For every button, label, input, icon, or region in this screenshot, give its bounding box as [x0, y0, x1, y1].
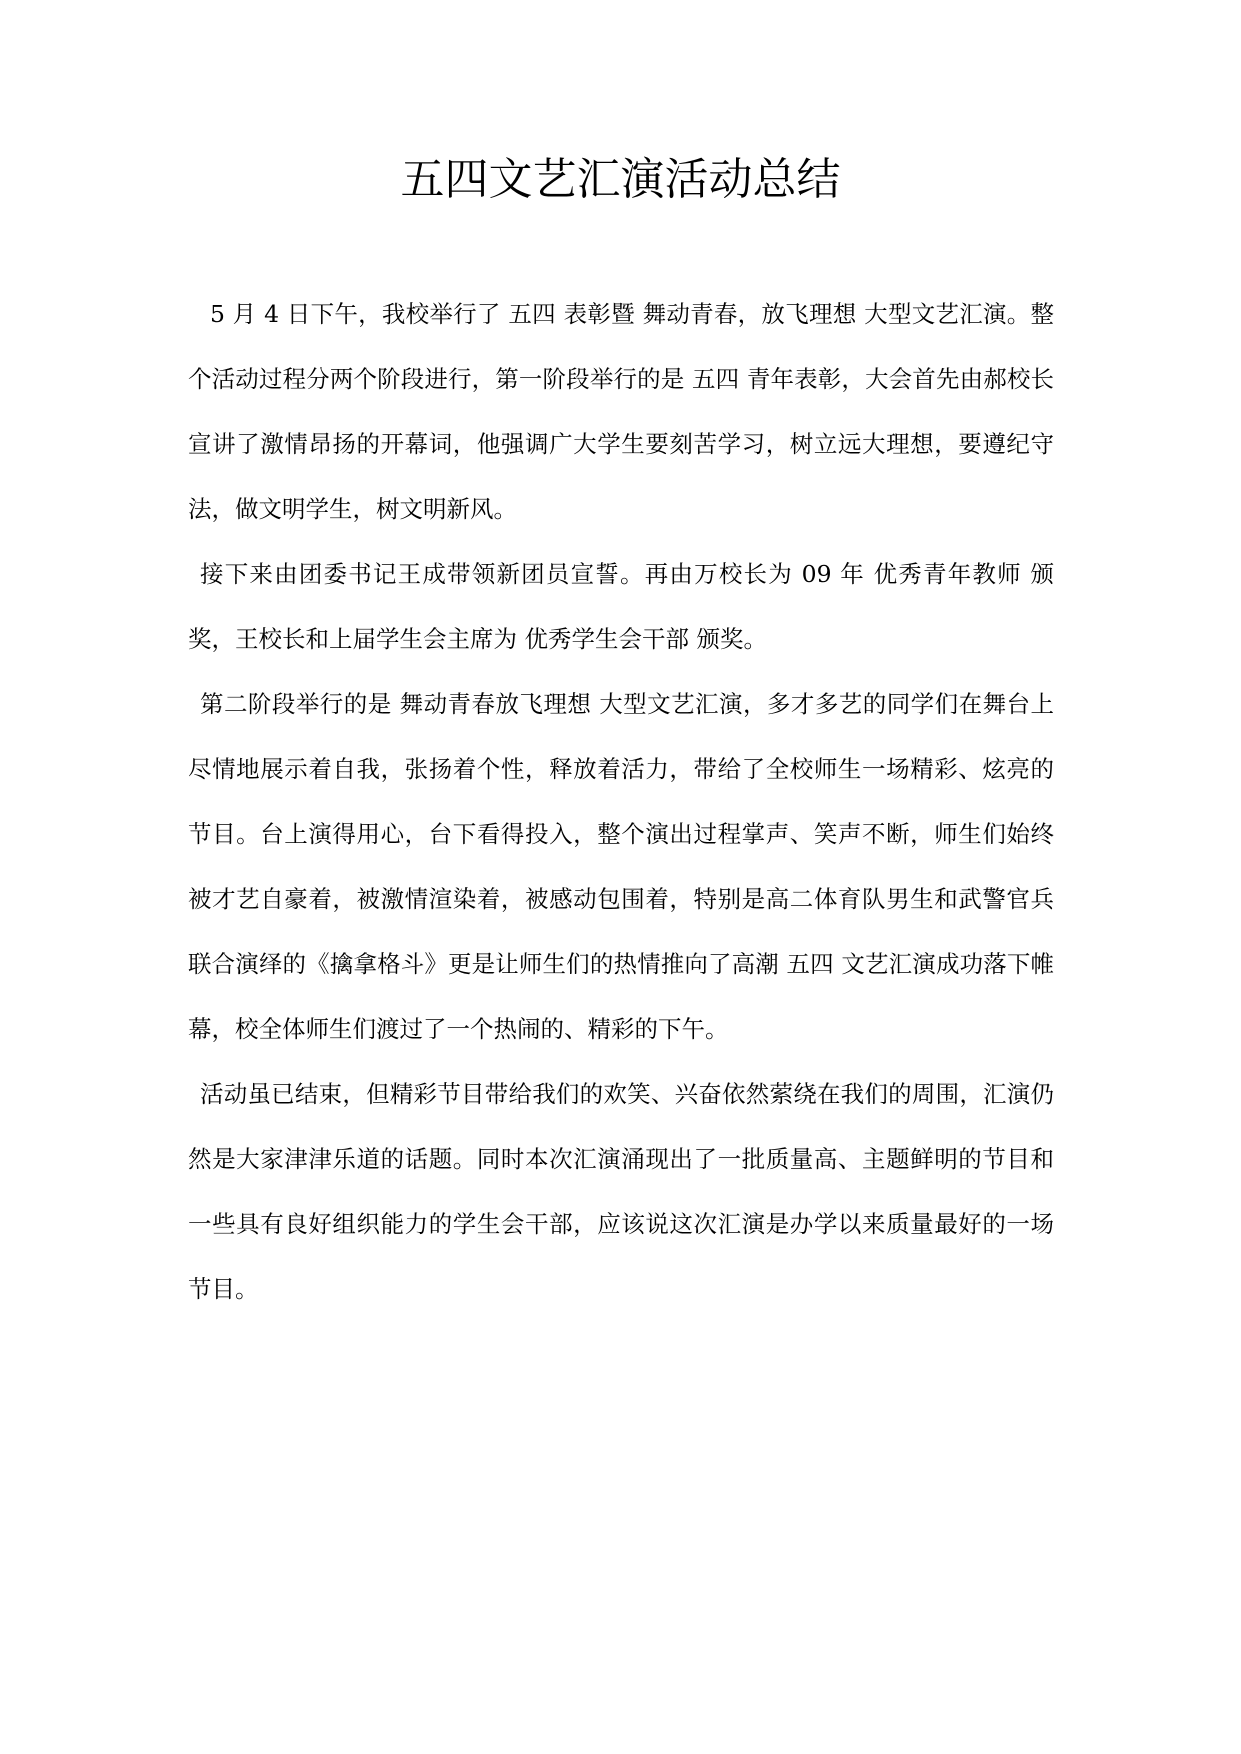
paragraph-1: 5 月 4 日下午，我校举行了 五四 表彰暨 舞动青春，放飞理想 大型文艺汇演。整个活动过程分两个阶段进行，第一阶段举行的是 五四 青年表彰，大会首先由郝校长宣讲了激情昂扬的开幕词，他强调广大学生要刻苦学习，树立远大理想，要遵纪守法，做文明学生，树文明新风。 — [188, 300, 1054, 523]
paragraph-3: 第二阶段举行的是 舞动青春放飞理想 大型文艺汇演，多才多艺的同学们在舞台上尽情地展示着自我，张扬着个性，释放着活力，带给了全校师生一场精彩、炫亮的节目。台上演得用心，台下看得投入，整个演出过程掌声、笑声不断，师生们始终被才艺自豪着，被激情渲染着，被感动包围着，特别是高二体育队男生和武警官兵联合演绎的《擒拿格斗》更是让师生们的热情推向了高潮 五四 文艺汇演成功落下帷幕，校全体师生们渡过了一个热闹的、精彩的下午。 — [188, 690, 1054, 1043]
paragraph-4: 活动虽已结束，但精彩节目带给我们的欢笑、兴奋依然萦绕在我们的周围，汇演仍然是大家津津乐道的话题。同时本次汇演涌现出了一批质量高、主题鲜明的节目和一些具有良好组织能力的学生会干部，应该说这次汇演是办学以来质量最好的一场节目。 — [188, 1080, 1054, 1303]
document-body — [188, 282, 1054, 1322]
paragraph-2: 接下来由团委书记王成带领新团员宣誓。再由万校长为 09 年 优秀青年教师 颁奖，王校长和上届学生会主席为 优秀学生会干部 颁奖。 — [188, 560, 1054, 653]
document-title: 五四文艺汇演活动总结 — [400, 154, 841, 205]
